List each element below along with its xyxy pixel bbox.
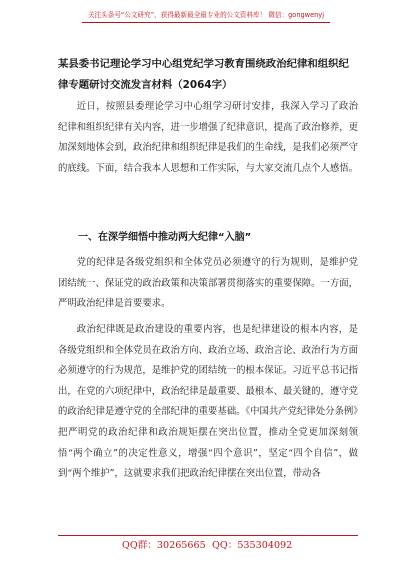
body-paragraph-intro: 近日，按照县委理论学习中心组学习研讨安排，我深入学习了政治纪律和组织纪律有关内容，进一步增强了纪律意识，提高了政治修养，更加深刻地体会到，政治纪律和组织纪律是我们的生命线，是我们必须严守的底线。下面，结合我本人思想和工作实际，与大家交流几点个人感悟。	[58, 101, 359, 174]
body-paragraph-3: 政治纪律既是政治建设的重要内容，也是纪律建设的根本内容，是各级党组织和全体党员在政治方向、政治立场、政治言论、政治行为方面必须遵守的行为规范，是维护党的团结统一的根本保证。习近平总书记指出，在党的六项纪律中，政治纪律是最重要、最根本、最关键的，遵守党的政治纪律是遵守党的全部纪律的重要基础。《中国共产党纪律处分条例》把严明党的政治纪律和政治规矩摆在突出位置，推动全党更加深刻领悟“两个确立”的决定性意义，增强“四个意识”，坚定“四个自信”，做到“两个维护”，这就要求我们把政治纪律摆在突出位置，带动各	[58, 324, 359, 480]
body-paragraph-2: 党的纪律是各级党组织和全体党员必须遵守的行为规则，是维护党团结统一、保证党的政治政策和决策部署贯彻落实的重要保障。一方面，严明政治纪律是首要要求。	[58, 257, 359, 310]
header-banner	[82, 9, 330, 23]
document-title: 某县委书记理论学习中心组党纪学习教育围绕政治纪律和组织纪律专题研讨交流发言材料（2064字）	[58, 58, 349, 91]
footer-qq-contact: QQ：535304092	[212, 540, 293, 551]
page-footer	[0, 535, 408, 555]
footer-divider	[58, 535, 358, 536]
section-heading-1: 一、在深学细悟中推动两大纪律“入脑”	[78, 232, 252, 243]
header-banner-text: 关注头条号“公文研究”，获得最新最全最专业的公文资料库！ 微信：gongwenyj	[87, 11, 325, 19]
footer-qq-group: QQ群：30265665	[122, 540, 206, 551]
